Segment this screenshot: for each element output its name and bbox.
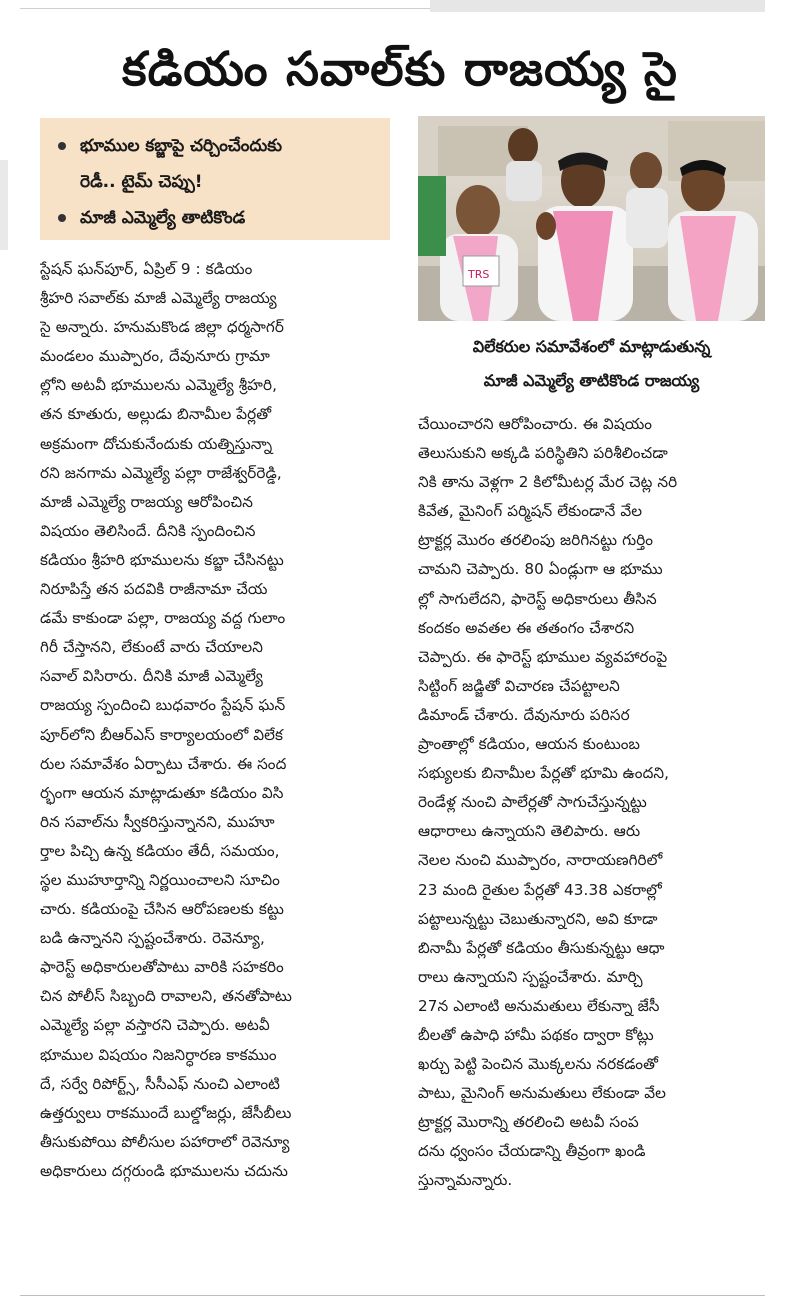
article-line: ర్తాల పిచ్చి ఉన్న కడియం తేదీ, సమయం, (40, 841, 280, 860)
article-line: చారు. కడియంపై చేసిన ఆరోపణలకు కట్టు (40, 900, 284, 919)
article-line: కివేత, మైనింగ్‌ పర్మిషన్‌ లేకుండానే వేల (418, 502, 643, 521)
article-line: నెలల నుంచి ముప్పారం, నారాయణగిరిలో (418, 851, 663, 870)
news-photo (418, 116, 765, 321)
caption-line: మాజీ ఎమ్మెల్యే తాటికొండ రాజయ్య (483, 371, 700, 390)
article-line: విషయం తెలిసిందే. దీనికి స్పందించిన (40, 521, 256, 540)
article-line: ఫారెస్ట్‌ అధికారులతోపాటు వారికి సహకరిం (40, 958, 284, 977)
article-line: తీసుకుపోయి పోలీసుల పహారాలో రెవెన్యూ (40, 1132, 290, 1151)
article-line: సవాల్‌ విసిరారు. దీనికి మాజీ ఎమ్మెల్యే (40, 667, 263, 686)
article-line: గిరీ చేస్తానని, లేకుంటే వారు చేయాలని (40, 638, 263, 657)
article-line: ల్లోని అటవీ భూములను ఎమ్మెల్యే శ్రీహరి, (40, 376, 278, 395)
article-line: ఆధారాలు ఉన్నాయని తెలిపారు. ఆరు (418, 822, 641, 841)
bullet-icon (58, 214, 66, 222)
article-line: డమే కాకుండా పల్లా, రాజయ్య వద్ద గులాం (40, 609, 286, 628)
article-line: రెండేళ్ల నుంచి పాలేర్లతో సాగుచేస్తున్నట్టు (418, 793, 647, 812)
article-line: చిన పోలీస్‌ సిబ్బంది రావాలని, తనతోపాటు (40, 987, 293, 1006)
article-line: ప్రాంతాల్లో కడియం, ఆయన కుంటుంబ (418, 735, 640, 754)
trs-badge: TRS (468, 268, 490, 281)
person-right (668, 160, 758, 321)
article-line: ఎమ్మెల్యే పల్లా వస్తారని చెప్పారు. అటవీ (40, 1016, 270, 1035)
top-rule (20, 8, 430, 9)
article-line: చామని చెప్పారు. 80 ఏండ్లుగా ఆ భూము (418, 560, 663, 579)
article-line: రాజయ్య స్పందించి బుధవారం స్టేషన్‌ ఘన్‌ (40, 696, 286, 715)
article-line: తన కూతురు, అల్లుడు బినామీల పేర్లతో (40, 405, 272, 424)
article-line: కందకం అవతల ఈ తతంగం చేశారని (418, 618, 635, 637)
highlight-text: రెడీ.. టైమ్‌ చెప్పు! (80, 172, 203, 192)
article-line: ఉత్తర్వులు రాకముందే బుల్డోజర్లు, జేసీబీలు (40, 1103, 292, 1122)
article-line: బినామీ పేర్లతో కడియం తీసుకున్నట్టు ఆధా (418, 938, 665, 957)
article-line: సిట్టింగ్‌ జడ్జితో విచారణ చేపట్టాలని (418, 676, 620, 695)
article-line: రుల సమావేశం ఏర్పాటు చేశారు. ఈ సంద (40, 754, 287, 773)
headline: కడియం సవాల్‌కు రాజయ్య సై (122, 42, 678, 97)
article-line: మండలం ముప్పారం, దేవునూరు గ్రామా (40, 347, 270, 366)
article-line: డిమాండ్‌ చేశారు. దేవునూరు పరిసర (418, 705, 630, 724)
article-line: దే, సర్వే రిపోర్ట్స్‌, సీసీఎఫ్‌ నుంచి ఎలాంటి (40, 1074, 280, 1093)
article-line: రిన సవాల్‌ను స్వీకరిస్తున్నానని, ముహూ (40, 812, 275, 831)
article-line: నికి తాను వెళ్లగా 2 కిలోమీటర్ల మేర చెట్ల నరి (418, 473, 678, 492)
article-line: ట్రాక్టర్ల మొరాన్ని తరలించి అటవీ సంప (418, 1113, 639, 1132)
article-line: పాటు, మైనింగ్‌ అనుమతులు లేకుండా వేల (418, 1084, 666, 1103)
highlight-item (58, 128, 380, 200)
article-line: రాలు ఉన్నాయని స్పష్టంచేశారు. మార్చి (418, 967, 643, 986)
article-line: స్థల ముహూర్తాన్ని నిర్ణయించాలని సూచిం (40, 870, 280, 889)
article-line: బీలతో ఉపాధి హామీ పథకం ద్వారా కోట్లు (418, 1025, 654, 1044)
article-column-left (40, 255, 392, 1186)
article-line: రని జనగామ ఎమ్మెల్యే పల్లా రాజేశ్వర్‌రెడ్డి, (40, 463, 282, 482)
article-line: 27న ఎలాంటి అనుమతులు లేకున్నా జేసీ (418, 996, 660, 1015)
person-left (440, 185, 518, 321)
article-line: తెలుసుకుని అక్కడి పరిస్థితిని పరిశీలించడా (418, 444, 668, 463)
photo-illustration (418, 116, 765, 321)
article-line: పట్టాలున్నట్టు చెబుతున్నారని, అవి కూడా (418, 909, 658, 928)
article-line: శ్రీహరి సవాల్‌కు మాజీ ఎమ్మెల్యే రాజయ్య (40, 289, 277, 308)
article-line: 23 మంది రైతుల పేర్లతో 43.38 ఎకరాల్లో (418, 880, 662, 899)
person-center (536, 153, 633, 322)
article-line: ల్లో సాగులేదని, ఫారెస్ట్‌ అధికారులు తీసిన (418, 589, 657, 608)
article-line: పూర్‌లోని బీఆర్‌ఎస్‌ కార్యాలయంలో విలేక (40, 725, 284, 744)
article-line: చేయించారని ఆరోపించారు. ఈ విషయం (418, 415, 653, 433)
article-line: ర్భంగా ఆయన మాట్లాడుతూ కడియం విసి (40, 783, 284, 802)
article-line: చెప్పారు. ఈ ఫారెస్ట్‌ భూముల వ్యవహారంపై (418, 647, 668, 666)
highlight-item (58, 200, 380, 236)
highlight-text: భూముల కబ్జాపై చర్చించేందుకు (80, 136, 283, 156)
article-line: కడియం శ్రీహరి భూములను కబ్జా చేసినట్టు (40, 550, 284, 569)
bullet-icon (58, 142, 66, 150)
photo-caption (418, 330, 765, 400)
bottom-rule (20, 1295, 765, 1296)
article-line: అక్రమంగా దోచుకునేందుకు యత్నిస్తున్నా (40, 434, 273, 453)
top-border-block (430, 0, 765, 12)
article-line: నిరూపిస్తే తన పదవికి రాజీనామా చేయ (40, 580, 268, 599)
left-edge-mark (0, 160, 8, 250)
highlight-text: మాజీ ఎమ్మెల్యే తాటికొండ (80, 208, 246, 228)
article-line: సభ్యులకు బినామీల పేర్లతో భూమి ఉందని, (418, 764, 670, 783)
article-line: మాజీ ఎమ్మెల్యే రాజయ్య ఆరోపించిన (40, 492, 254, 511)
article-line: ట్రాక్టర్ల మొరం తరలింపు జరిగినట్టు గుర్తిం (418, 531, 654, 550)
article-line: ఖర్చు పెట్టి పెంచిన మొక్కలను నరకడంతో (418, 1055, 659, 1074)
article-line: అధికారులు దగ్గరుండి భూములను చదును (40, 1161, 288, 1180)
article-column-right (418, 410, 766, 1196)
article-line: సై అన్నారు. హనుమకొండ జిల్లా ధర్మసాగర్‌ (40, 318, 284, 337)
caption-line: విలేకరుల సమావేశంలో మాట్లాడుతున్న (472, 337, 711, 356)
article-line: బడి ఉన్నానని స్పష్టంచేశారు. రెవెన్యూ, (40, 929, 265, 948)
article-line: స్టేషన్‌ ఘన్‌పూర్‌, ఏప్రిల్‌ 9 : కడియం (40, 260, 253, 278)
highlights-box (40, 118, 390, 240)
article-line: దను ధ్వంసం చేయడాన్ని తీవ్రంగా ఖండి (418, 1142, 646, 1161)
article-line: స్తున్నామన్నారు. (418, 1171, 513, 1190)
article-line: భూముల విషయం నిజనిర్ధారణ కాకముం (40, 1045, 277, 1064)
